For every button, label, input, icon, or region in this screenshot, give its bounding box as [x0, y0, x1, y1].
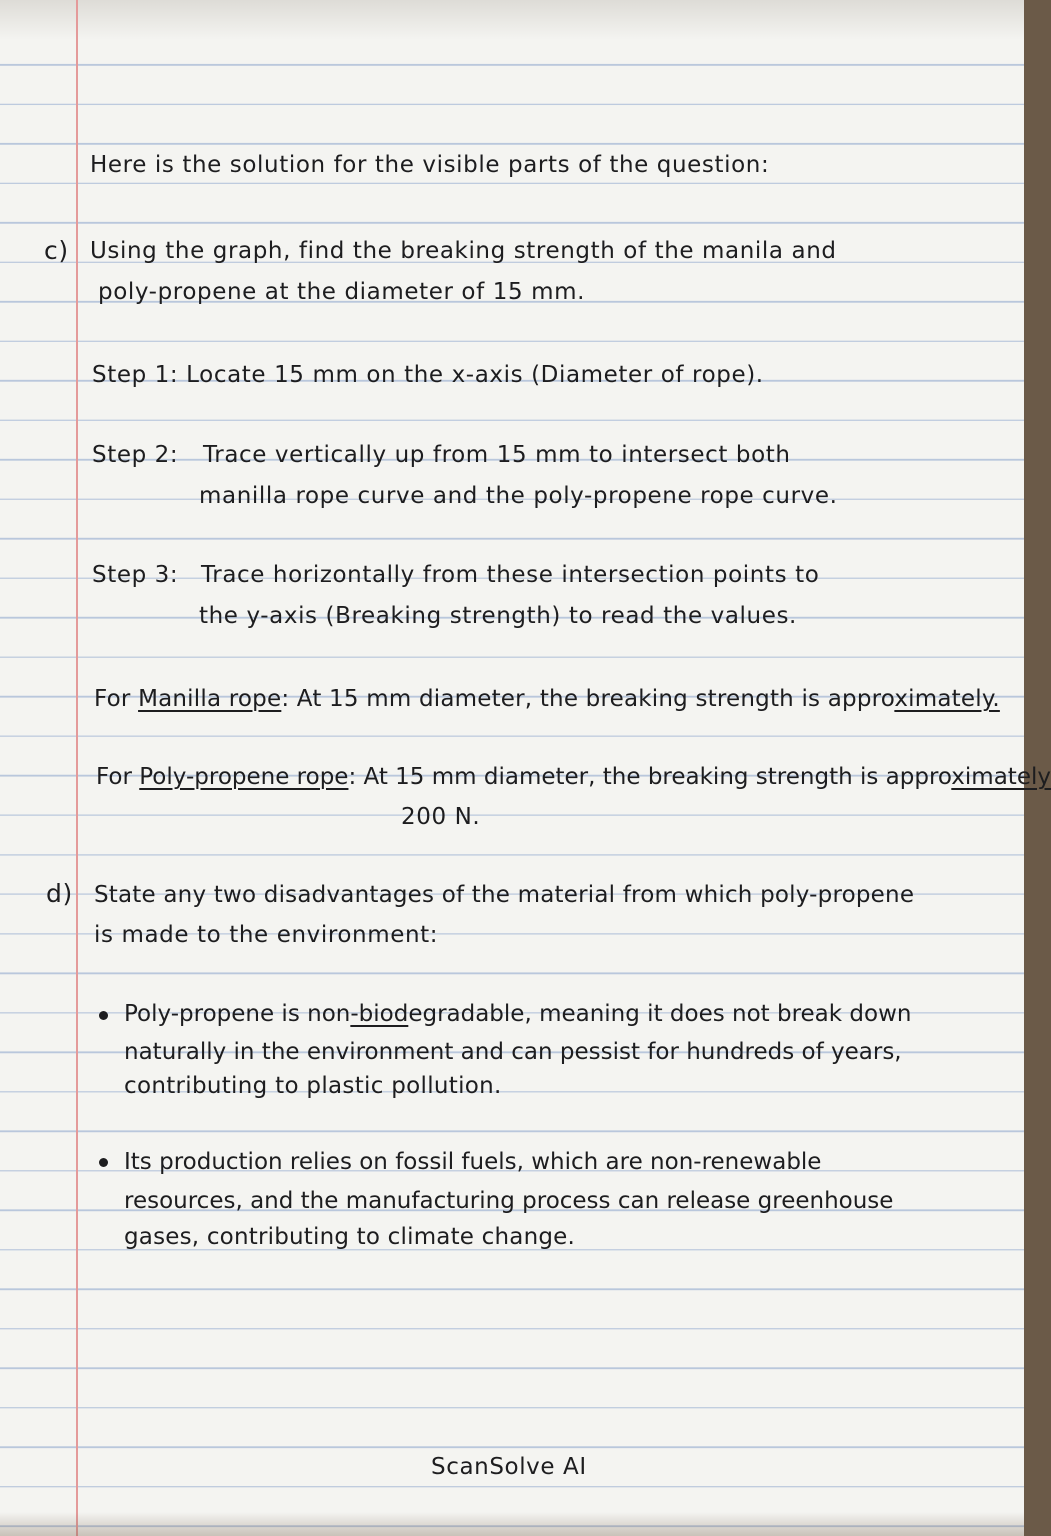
bullet-2-line2: resources, and the manufacturing process can release greenhouse — [124, 1188, 894, 1214]
part-d-question-line1: State any two disadvantages of the material from which poly-propene — [94, 882, 915, 908]
part-c-question-line1: Using the graph, find the breaking strength of the manila and — [90, 238, 837, 264]
part-d-question-line2: is made to the environment: — [94, 922, 439, 948]
polypropene-rope-label: Poly-propene rope — [139, 764, 349, 790]
polypropene-approximately: ximately — [951, 764, 1051, 790]
bullet-1-line1-a: Poly-propene is non — [124, 1001, 351, 1027]
step-3-line2: the y-axis (Breaking strength) to read the values. — [199, 603, 797, 629]
manilla-prefix: For — [94, 686, 131, 712]
step-3-label: Step 3: — [92, 562, 179, 588]
polypropene-value: 200 N. — [401, 804, 481, 830]
step-3-line1: Trace horizontally from these intersection points to — [201, 562, 820, 588]
step-2-line1: Trace vertically up from 15 mm to intersect both — [203, 442, 791, 468]
part-d-label: d) — [46, 879, 73, 908]
intro-text: Here is the solution for the visible parts of the question: — [90, 152, 770, 178]
manilla-rope-label: Manilla rope — [138, 686, 282, 712]
footer-signature: ScanSolve AI — [431, 1454, 587, 1480]
polypropene-prefix: For — [96, 764, 132, 790]
polypropene-result — [96, 766, 1051, 789]
manilla-approximately: ximately. — [894, 686, 1000, 712]
bullet-2-line3: gases, contributing to climate change. — [124, 1224, 576, 1250]
bullet-1-biod: -biod — [350, 1001, 409, 1027]
manilla-result — [94, 688, 1000, 711]
manilla-result-text: : At 15 mm diameter, the breaking strength is appro — [281, 686, 895, 712]
margin-line — [76, 0, 78, 1536]
polypropene-result-text: : At 15 mm diameter, the breaking strength is appro — [348, 764, 952, 790]
step-1: Step 1: Locate 15 mm on the x-axis (Diameter of rope). — [92, 362, 764, 388]
step-2-label: Step 2: — [92, 442, 179, 468]
bullet-1-line1 — [124, 1003, 911, 1026]
bullet-icon — [99, 1158, 108, 1167]
step-2-line2: manilla rope curve and the poly-propene rope curve. — [199, 483, 838, 509]
bullet-icon — [99, 1011, 108, 1020]
bullet-1-line1-c: egradable, meaning it does not break down — [408, 1001, 912, 1027]
part-c-question-line2: poly-propene at the diameter of 15 mm. — [98, 279, 586, 305]
bullet-1-line3: contributing to plastic pollution. — [124, 1073, 502, 1099]
part-c-label: c) — [44, 236, 69, 265]
bullet-1-line2: naturally in the environment and can pessist for hundreds of years, — [124, 1039, 902, 1065]
bullet-2-line1: Its production relies on fossil fuels, which are non-renewable — [124, 1149, 822, 1175]
